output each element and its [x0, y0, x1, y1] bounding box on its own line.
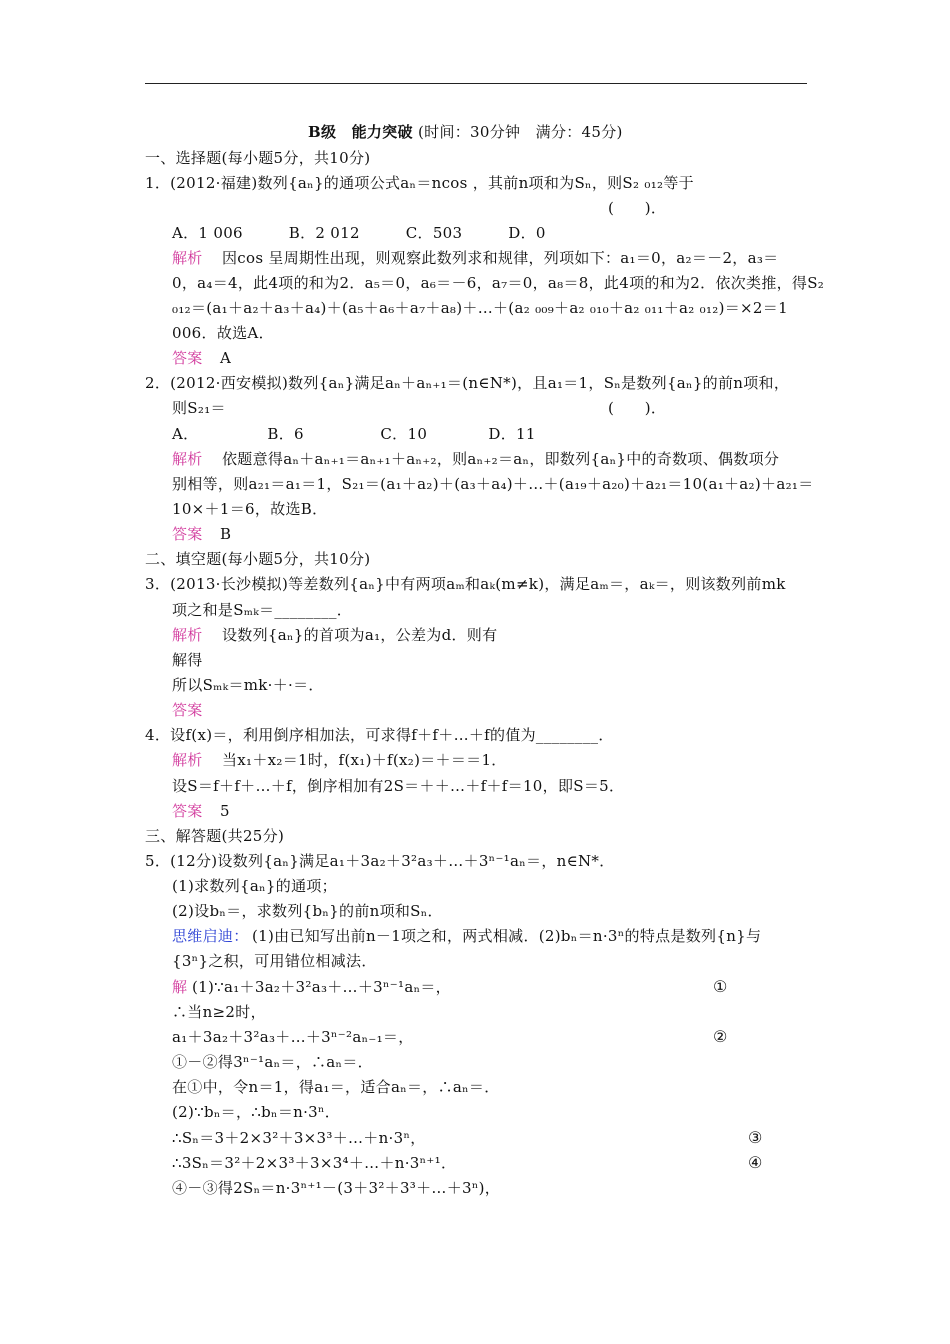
line-q4-an2: 设S＝f＋f＋…＋f，倒序相加有2S＝＋＋…＋f＋f＝10，即S＝5．: [172, 777, 625, 795]
line-q4-an1-label: 解析: [172, 751, 203, 769]
line-q3-an1-label: 解析: [172, 626, 203, 644]
line-q1-an2: 0，a₄＝4，此4项的和为2．a₅＝0，a₆＝－6，a₇＝0，a₈＝8，此4项的和为2．依次类推，得S₂: [172, 274, 825, 292]
line-q5-s2: ∴当n≥2时，: [172, 1003, 266, 1021]
line-title-a: B级 能力突破: [308, 123, 413, 141]
line-q3-an2: 解得: [172, 651, 203, 669]
line-q5-t1: (1)由已知写出前n－1项之和，两式相减．(2)bₙ＝n·3ⁿ的特点是数列{n}与: [252, 927, 762, 945]
line-q2-ans: B: [220, 525, 232, 543]
line-q1-an3: ₀₁₂＝(a₁＋a₂＋a₃＋a₄)＋(a₅＋a₆＋a₇＋a₈)＋…＋(a₂ ₀₀₉＋a₂ ₀₁₀＋a₂ ₀₁₁＋a₂ ₀₁₂)＝×2＝1: [172, 299, 788, 317]
line-sec3: 三、解答题(共25分): [145, 827, 285, 845]
line-q3-an1: 设数列{aₙ}的首项为a₁，公差为d．则有: [222, 626, 498, 644]
line-sec2: 二、填空题(每小题5分，共10分): [145, 550, 371, 568]
line-q4-an1: 当x₁＋x₂＝1时，f(x₁)＋f(x₂)＝＋＝＝1．: [222, 751, 507, 769]
line-q5-s5: 在①中，令n＝1，得a₁＝，适合aₙ＝，∴aₙ＝．: [172, 1078, 500, 1096]
line-q5-s-label: 解: [172, 978, 188, 996]
header-rule: [145, 83, 807, 84]
line-q1-an1-label: 解析: [172, 249, 203, 267]
line-q5-s7: ∴Sₙ＝3＋2×3²＋3×3³＋…＋n·3ⁿ，: [172, 1129, 426, 1147]
line-q5-1: (1)求数列{aₙ}的通项；: [172, 877, 337, 895]
line-q2-an3: 10×＋1＝6，故选B．: [172, 500, 328, 518]
line-q2-an2: 别相等，则a₂₁＝a₁＝1，S₂₁＝(a₁＋a₂)＋(a₃＋a₄)＋…＋(a₁₉＋a₂₀)＋a₂₁＝10(a₁＋a₂)＋a₂₁＝: [172, 475, 814, 493]
line-q1: 1．(2012·福建)数列{aₙ}的通项公式aₙ＝ncos ，其前n项和为Sₙ，则S₂ ₀₁₂等于: [145, 174, 694, 192]
line-q1-an1: 因cos 呈周期性出现，则观察此数列求和规律，列项如下：a₁＝0，a₂＝－2，a₃＝: [222, 249, 779, 267]
equation-mark-4: ④: [748, 1153, 763, 1172]
line-q3: 3．(2013·长沙模拟)等差数列{aₙ}中有两项aₘ和aₖ(m≠k)，满足aₘ＝，aₖ＝，则该数列前mk: [145, 575, 786, 593]
equation-mark-2: ②: [713, 1027, 728, 1046]
line-q2-ans-label: 答案: [172, 525, 203, 543]
line-q5-s6: (2)∵bₙ＝，∴bₙ＝n·3ⁿ．: [172, 1103, 341, 1121]
line-q1-an4: 006．故选A．: [172, 324, 274, 342]
line-q5-s8: ∴3Sₙ＝3²＋2×3³＋3×3⁴＋…＋n·3ⁿ⁺¹．: [172, 1154, 457, 1172]
line-title-b: (时间：30分钟 满分：45分): [418, 123, 623, 141]
line-q5-t-label: 思维启迪：: [172, 927, 249, 945]
line-sec1: 一、选择题(每小题5分，共10分): [145, 149, 371, 167]
line-q2-paren: ( )．: [608, 399, 667, 417]
equation-mark-3: ③: [748, 1128, 763, 1147]
line-q1-paren: ( )．: [608, 199, 667, 217]
line-q1-ans: A: [220, 349, 232, 367]
line-q3-ans-label: 答案: [172, 701, 203, 719]
line-q5-2: (2)设bₙ＝，求数列{bₙ}的前n项和Sₙ．: [172, 902, 443, 920]
line-q2-an1: 依题意得aₙ＋aₙ₊₁＝aₙ₊₁＋aₙ₊₂，则aₙ₊₂＝aₙ，即数列{aₙ}中的奇数项、偶数项分: [222, 450, 780, 468]
line-q5-s9: ④－③得2Sₙ＝n·3ⁿ⁺¹－(3＋3²＋3³＋…＋3ⁿ)，: [172, 1179, 501, 1197]
line-q2: 2．(2012·西安模拟)数列{aₙ}满足aₙ＋aₙ₊₁＝(n∈N*)，且a₁＝1，Sₙ是数列{aₙ}的前n项和，: [145, 374, 790, 392]
line-q3-an3: 所以Sₘₖ＝mk·＋·＝．: [172, 676, 324, 694]
line-q2-b: 则S₂₁＝: [172, 399, 226, 417]
line-q5-t2: {3ⁿ}之积，可用错位相减法．: [172, 952, 377, 970]
line-q5-s4: ①－②得3ⁿ⁻¹aₙ＝，∴aₙ＝．: [172, 1053, 373, 1071]
equation-mark-1: ①: [713, 977, 728, 996]
line-q1-ans-label: 答案: [172, 349, 203, 367]
line-q4-ans: 5: [220, 802, 230, 820]
line-q2-opts: A． B．6 C．10 D．11: [172, 425, 536, 443]
line-q3-b: 项之和是Sₘₖ＝________．: [172, 601, 353, 619]
line-q5: 5．(12分)设数列{aₙ}满足a₁＋3a₂＋3²a₃＋…＋3ⁿ⁻¹aₙ＝，n∈N*．: [145, 852, 615, 870]
line-q5-s1: (1)∵a₁＋3a₂＋3²a₃＋…＋3ⁿ⁻¹aₙ＝，: [192, 978, 451, 996]
line-q2-an1-label: 解析: [172, 450, 203, 468]
line-q4: 4．设f(x)＝，利用倒序相加法，可求得f＋f＋…＋f的值为________．: [145, 726, 614, 744]
line-q1-opts: A．1 006 B．2 012 C．503 D．0: [172, 224, 546, 242]
line-q5-s3: a₁＋3a₂＋3²a₃＋…＋3ⁿ⁻²aₙ₋₁＝，: [172, 1028, 414, 1046]
line-q4-ans-label: 答案: [172, 802, 203, 820]
